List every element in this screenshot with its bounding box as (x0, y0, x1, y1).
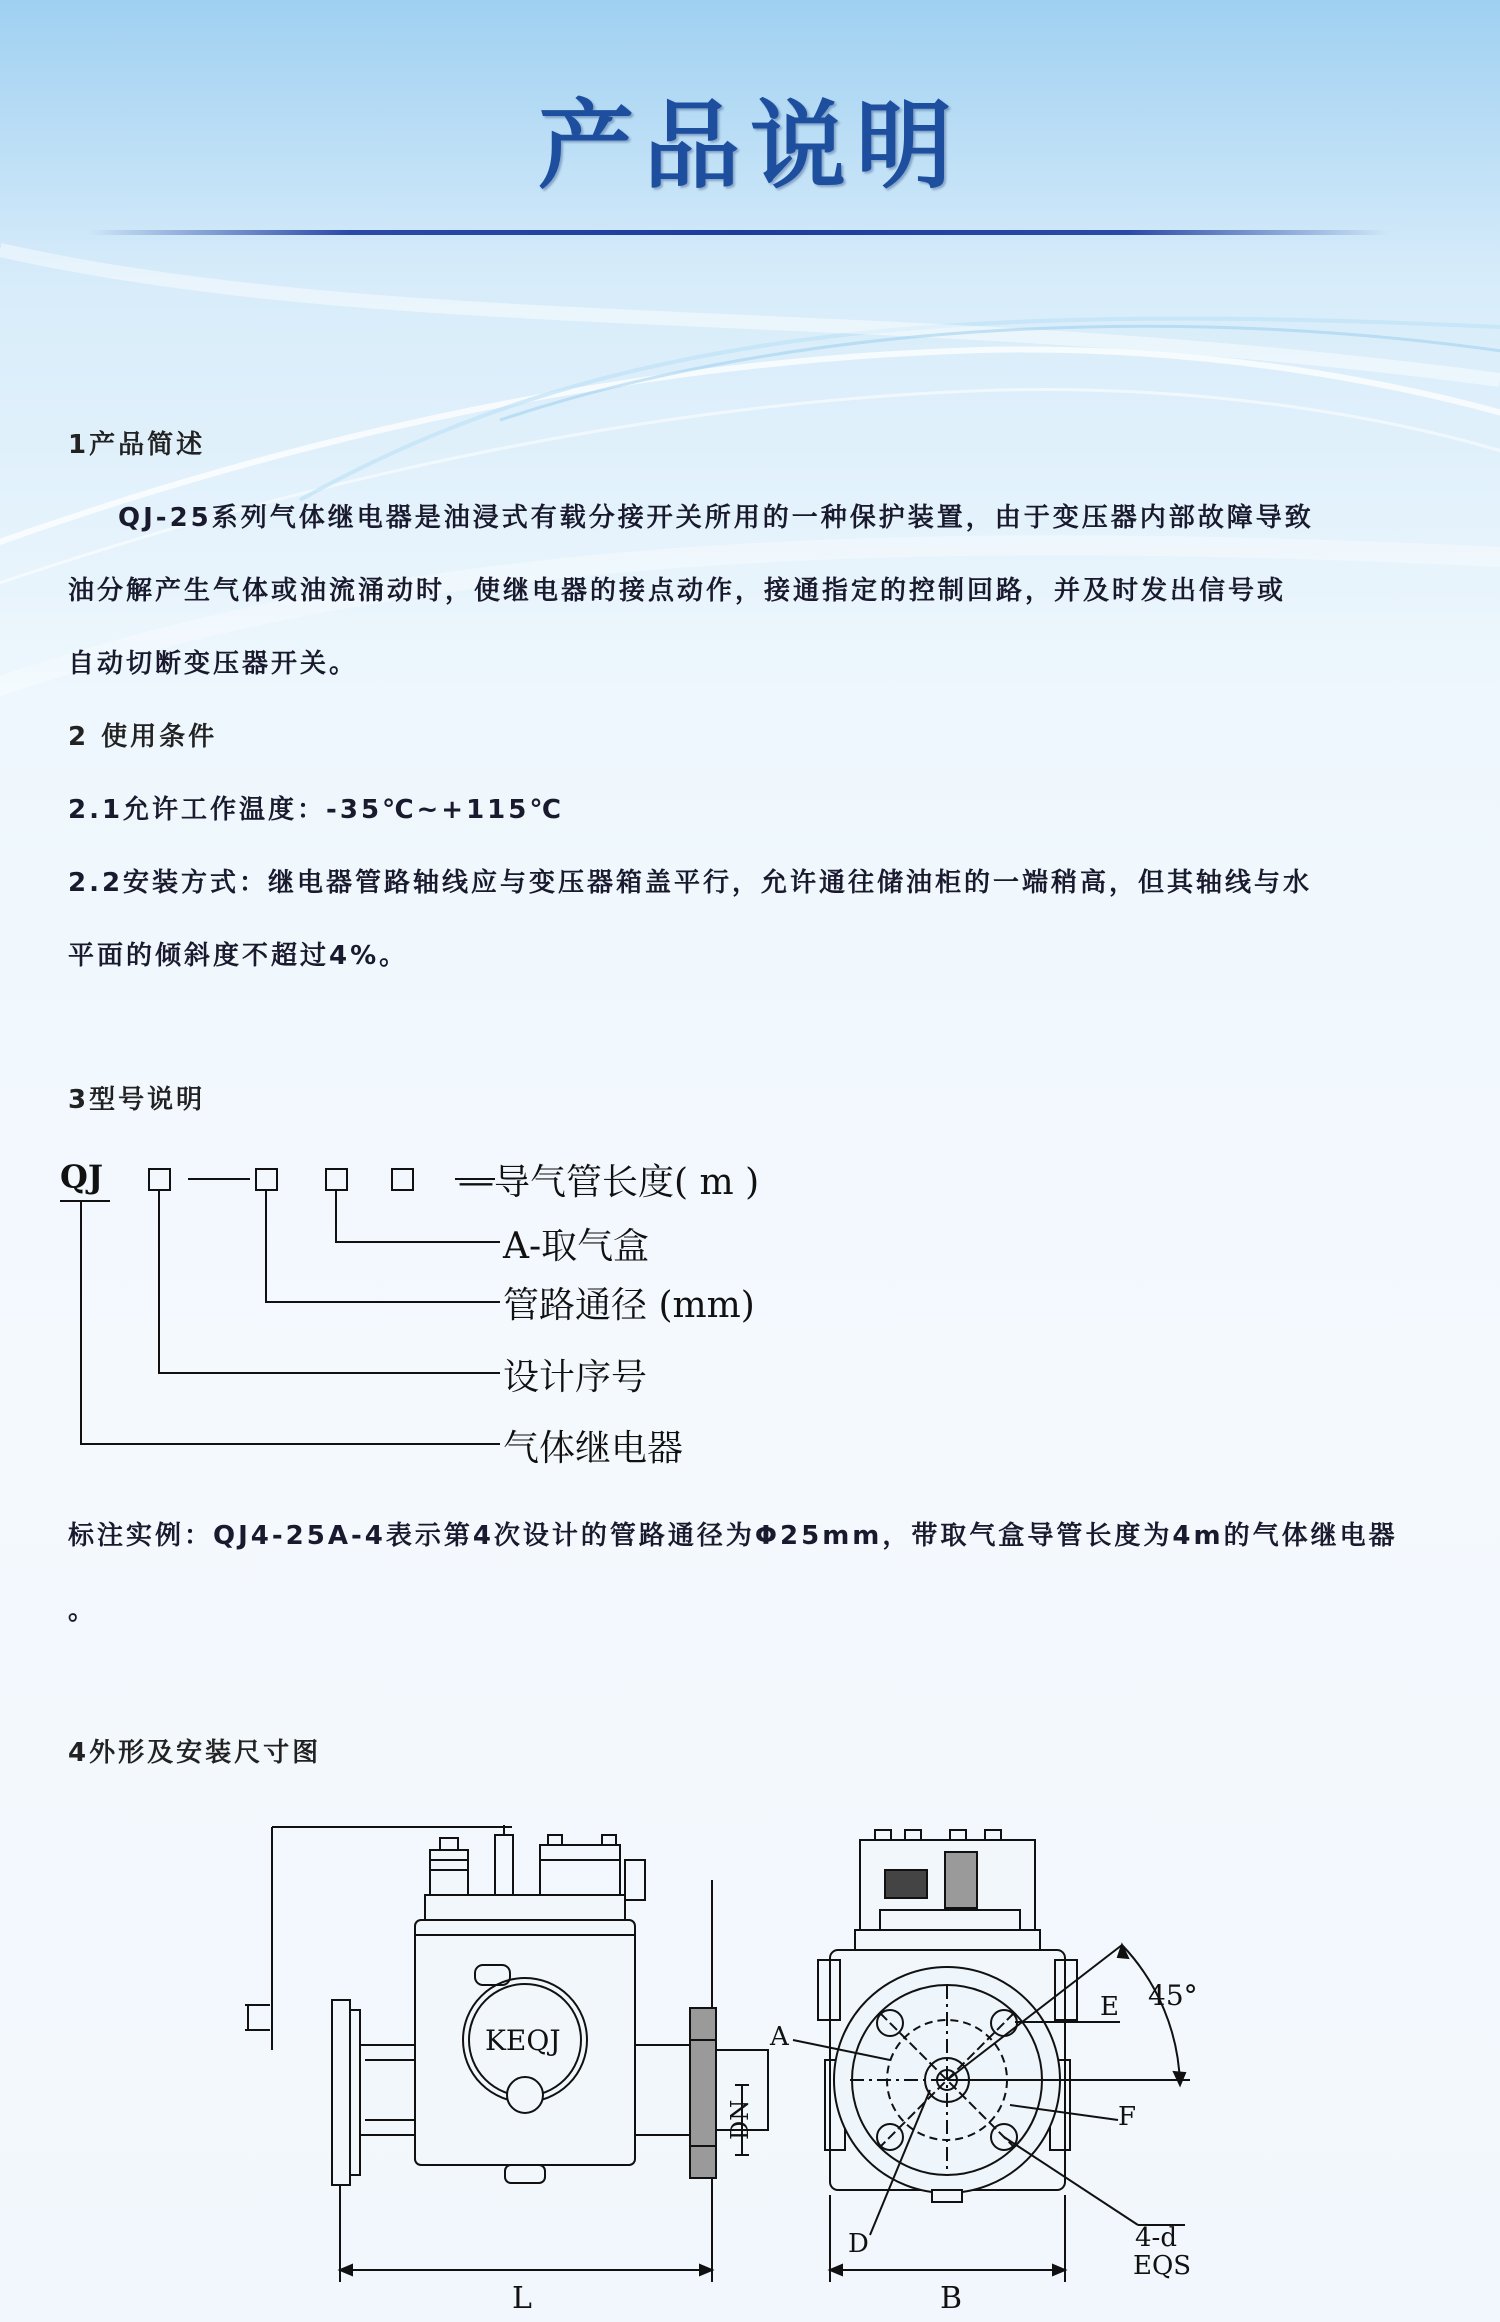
relay-label: 气体继电器 (503, 1428, 684, 1469)
pipe-diameter-box (255, 1168, 278, 1191)
hole-count-label: 4-d (1135, 2223, 1177, 2253)
example-line-2: 。 (68, 1596, 98, 1626)
dim-label-f: F (1118, 2102, 1137, 2132)
dim-label-d: D (848, 2229, 869, 2259)
gas-box-box (325, 1168, 348, 1191)
gas-box-hline (335, 1241, 500, 1243)
dim-label-a: A (770, 2022, 789, 2052)
drawing-heading: 4外形及安装尺寸图 (68, 1738, 322, 1768)
code-dash (188, 1178, 250, 1180)
installation-drawing (0, 1800, 1500, 2322)
prefix-underline (60, 1200, 110, 1202)
design-no-label: 设计序号 (503, 1357, 648, 1398)
conditions-heading: 2 使用条件 (68, 722, 218, 752)
gas-box-vline (335, 1191, 337, 1242)
pipe-diameter-vline (265, 1191, 267, 1302)
front-view (769, 1830, 1198, 2316)
pipe-diameter-label: 管路通径 (mm) (503, 1285, 755, 1326)
design-no-hline (158, 1372, 500, 1374)
gas-box-label: A-取气盒 (503, 1226, 650, 1267)
overview-heading: 1产品简述 (68, 430, 206, 460)
design-no-vline (158, 1191, 160, 1373)
tube-length-label: —导气管长度( m ) (458, 1162, 760, 1203)
design-no-box (148, 1168, 171, 1191)
length-label: L (512, 2281, 532, 2316)
title-divider (88, 230, 1388, 235)
overview-line-1: QJ-25系列气体继电器是油浸式有载分接开关所用的一种保护装置，由于变压器内部故障导致 (118, 503, 1314, 533)
model-prefix: QJ (60, 1158, 104, 1196)
example-line-1: 标注实例：QJ4-25A-4表示第4次设计的管路通径为Φ25mm，带取气盒导管长度为4m的气体继电器 (68, 1521, 1398, 1551)
width-label: B (940, 2281, 963, 2316)
pipe-diameter-hline (265, 1301, 500, 1303)
dn-label: DN (726, 2099, 754, 2140)
temperature-text: 2.1允许工作温度：-35℃~+115℃ (68, 795, 564, 825)
relay-hline (80, 1443, 500, 1445)
dim-label-e: E (1100, 1992, 1119, 2022)
relay-vline (80, 1200, 82, 1444)
overview-line-3: 自动切断变压器开关。 (68, 649, 359, 679)
brand-logo-text: KEQJ (485, 2024, 561, 2057)
tube-length-box (391, 1168, 414, 1191)
model-heading: 3型号说明 (68, 1085, 206, 1115)
install-line-1: 2.2安装方式：继电器管路轴线应与变压器箱盖平行，允许通往储油柜的一端稍高，但其轴线与水 (68, 868, 1313, 898)
eqs-label: EQS (1133, 2251, 1192, 2281)
page-title: 产品说明 (538, 89, 962, 202)
side-view (245, 1825, 768, 2316)
overview-line-2: 油分解产生气体或油流涌动时，使继电器的接点动作，接通指定的控制回路，并及时发出信号或 (68, 576, 1287, 606)
install-line-2: 平面的倾斜度不超过4%。 (68, 941, 409, 971)
angle-label: 45° (1148, 1979, 1198, 2012)
